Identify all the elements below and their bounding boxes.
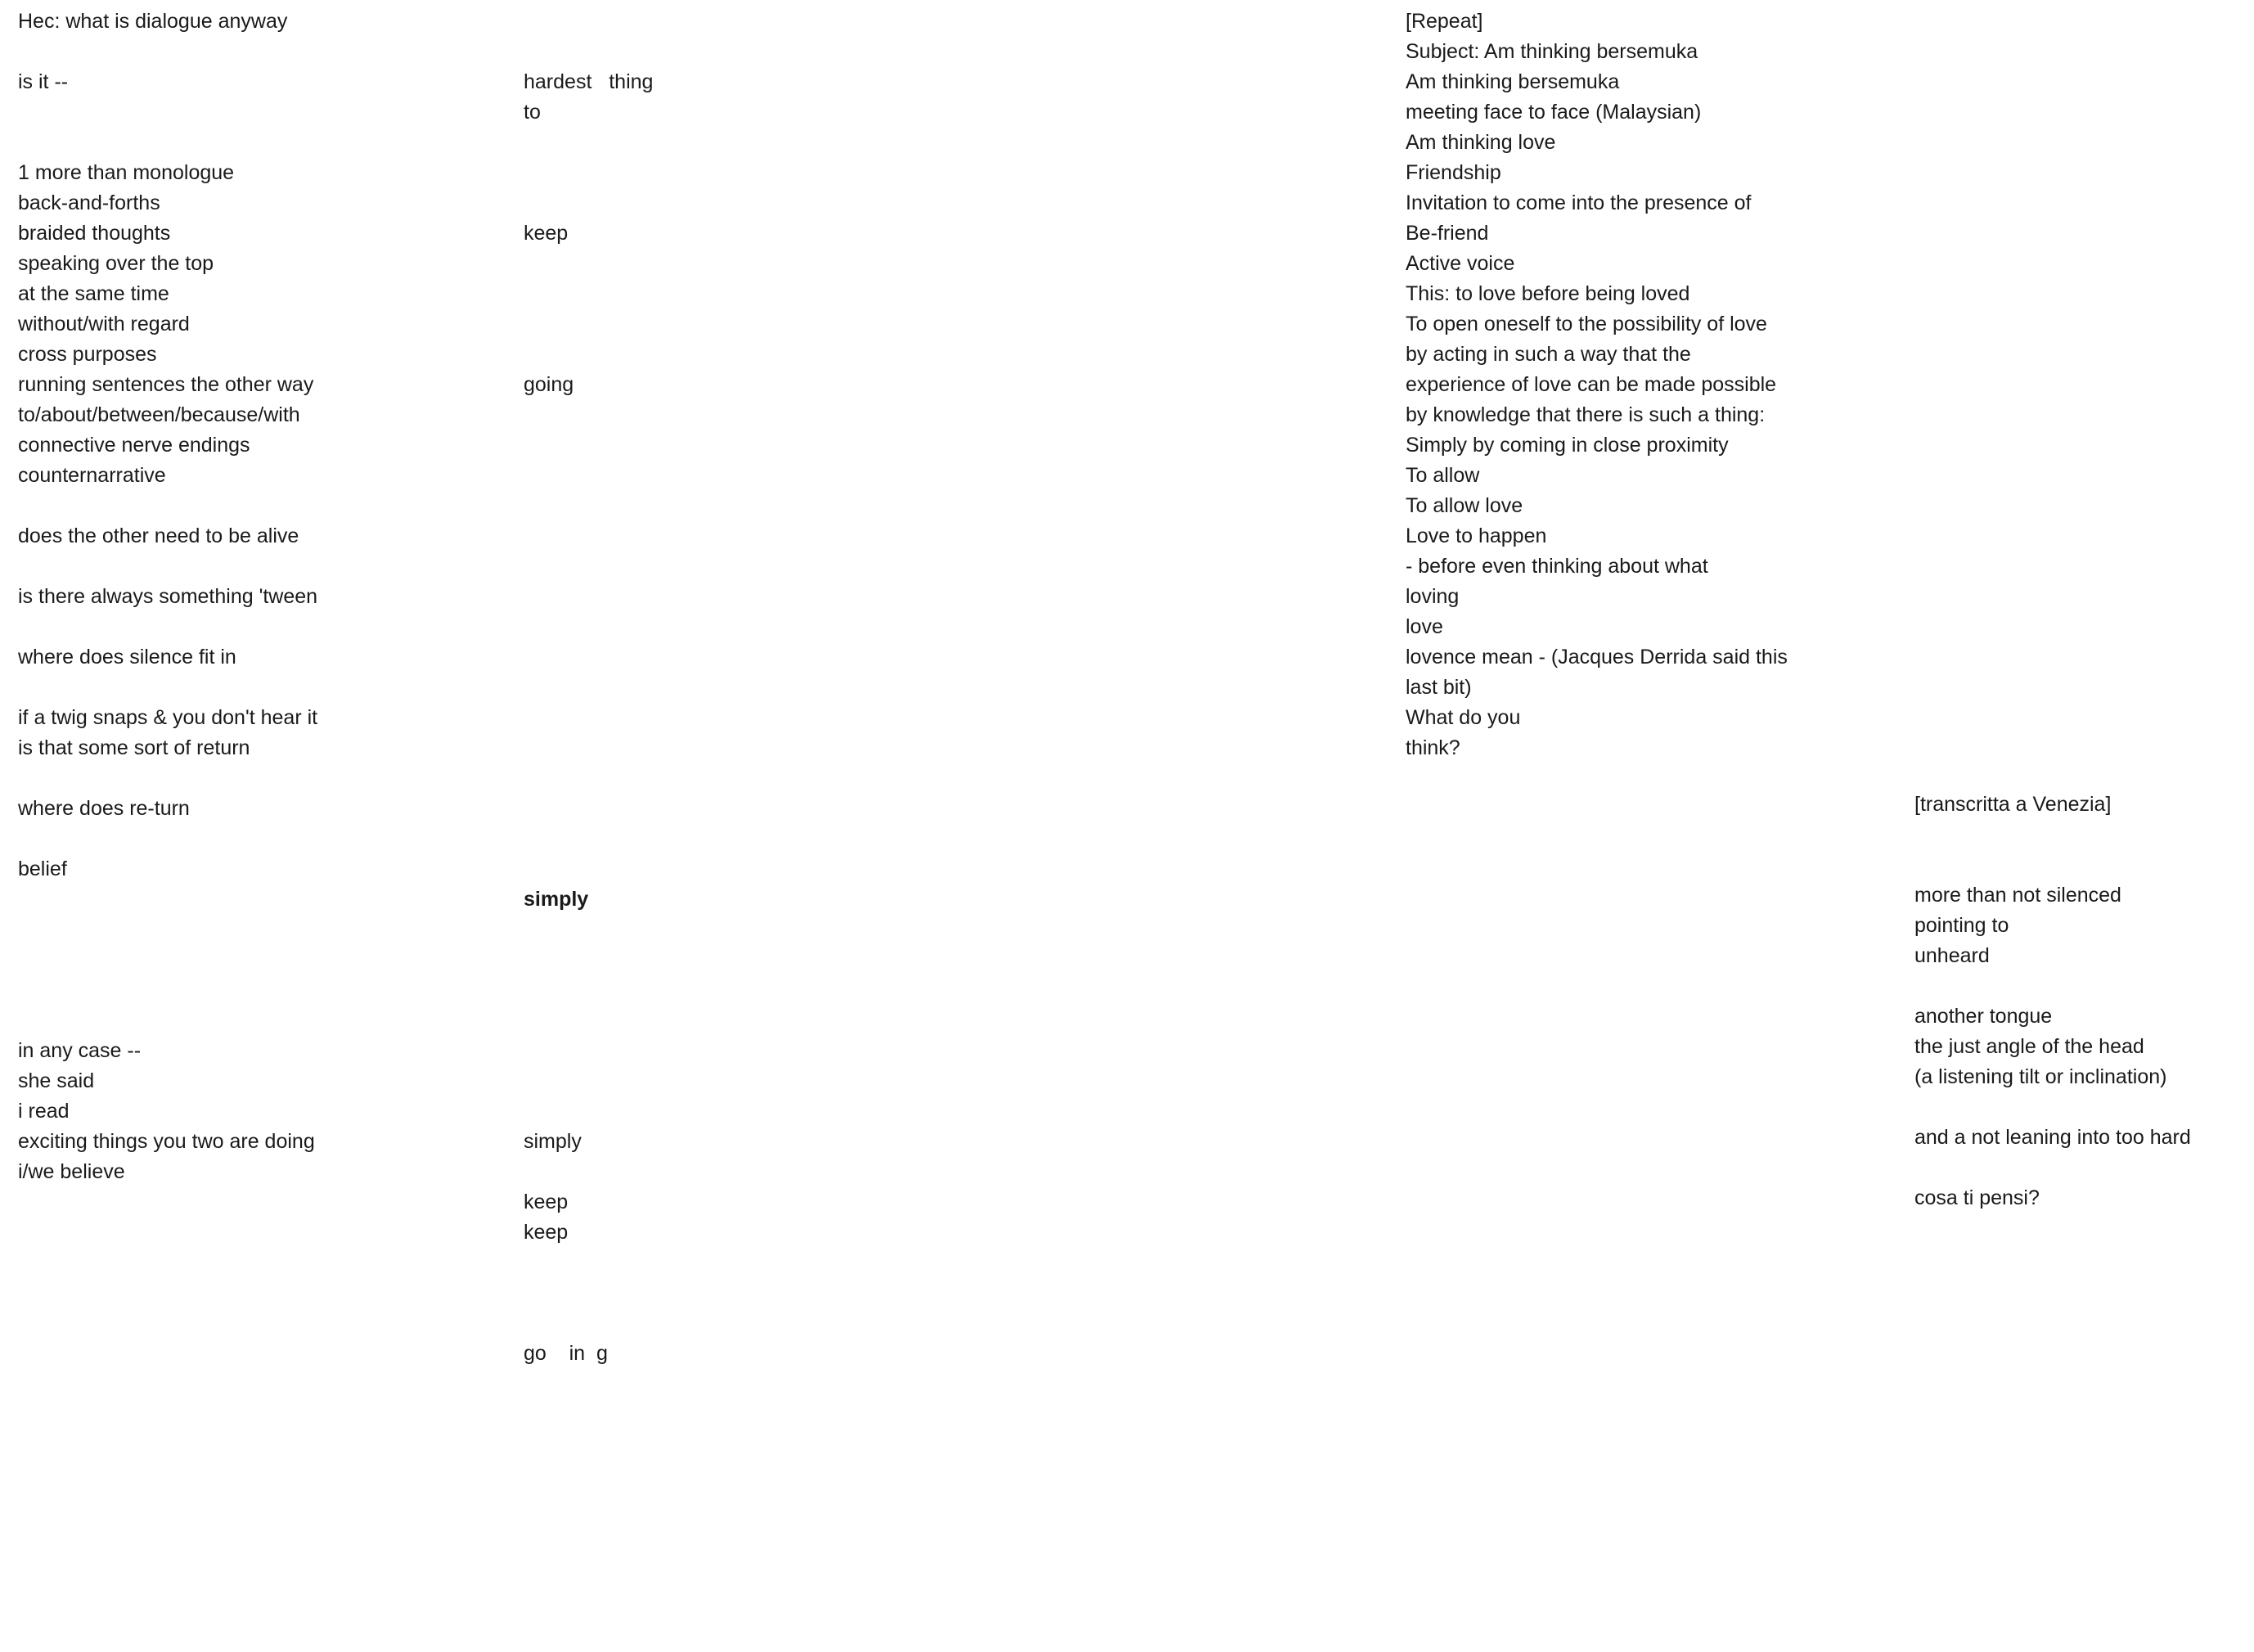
far-right-text-spacer bbox=[1914, 1153, 2242, 1183]
right-text-line: Active voice bbox=[1406, 252, 1515, 275]
left-text-spacer bbox=[18, 37, 525, 67]
right-text-line: Invitation to come into the presence of bbox=[1406, 191, 1752, 214]
left-text-line: belief bbox=[18, 858, 67, 880]
middle-text-spacer bbox=[524, 763, 769, 794]
left-text-line: she said bbox=[18, 1069, 95, 1092]
left-text-line: 1 more than monologue bbox=[18, 161, 235, 184]
far-right-text-line: and a not leaning into too hard bbox=[1914, 1126, 2191, 1149]
middle-text-line: hardest thing bbox=[524, 70, 654, 93]
right-text-line: think? bbox=[1406, 736, 1460, 759]
far-right-text-line: more than not silenced bbox=[1914, 884, 2121, 907]
middle-text-line: simply bbox=[524, 888, 589, 911]
middle-text-spacer bbox=[524, 491, 769, 521]
right-text-line: lovence mean - (Jacques Derrida said this bbox=[1406, 646, 1788, 668]
middle-text-spacer bbox=[524, 1308, 769, 1339]
middle-text-spacer bbox=[524, 249, 769, 279]
poem-column-far-right bbox=[1914, 790, 2242, 1213]
right-text-line: by knowledge that there is such a thing: bbox=[1406, 403, 1766, 426]
middle-text-spacer bbox=[524, 612, 769, 642]
middle-text-spacer bbox=[524, 703, 769, 733]
left-text-line: back-and-forths bbox=[18, 191, 160, 214]
middle-text-spacer bbox=[524, 1157, 769, 1187]
middle-text-spacer bbox=[524, 794, 769, 824]
left-text-spacer bbox=[18, 551, 525, 582]
middle-text-spacer bbox=[524, 642, 769, 673]
middle-text-spacer bbox=[524, 1278, 769, 1308]
middle-text-spacer bbox=[524, 915, 769, 945]
left-text-line: to/about/between/because/with bbox=[18, 403, 300, 426]
left-text-line: cross purposes bbox=[18, 343, 157, 366]
left-text-spacer bbox=[18, 1006, 525, 1036]
left-text-line: running sentences the other way bbox=[18, 373, 314, 396]
left-text-line: Hec: what is dialogue anyway bbox=[18, 10, 288, 33]
far-right-text-line: cosa ti pensi? bbox=[1914, 1186, 2040, 1209]
left-text-spacer bbox=[18, 945, 525, 975]
left-text-line: where does silence fit in bbox=[18, 646, 236, 668]
middle-text-spacer bbox=[524, 37, 769, 67]
far-right-text-line: [transcritta a Venezia] bbox=[1914, 793, 2112, 816]
right-text-line: - before even thinking about what bbox=[1406, 555, 1708, 578]
left-text-line: i/we believe bbox=[18, 1160, 125, 1183]
left-text-line: exciting things you two are doing bbox=[18, 1130, 315, 1153]
middle-text-spacer bbox=[524, 309, 769, 340]
far-right-text-line: unheard bbox=[1914, 944, 1990, 967]
middle-text-spacer bbox=[524, 1066, 769, 1096]
right-text-line: by acting in such a way that the bbox=[1406, 343, 1691, 366]
left-text-spacer bbox=[18, 915, 525, 945]
left-text-line: without/with regard bbox=[18, 313, 190, 335]
left-text-spacer bbox=[18, 128, 525, 158]
middle-text-spacer bbox=[524, 945, 769, 975]
middle-text-spacer bbox=[524, 279, 769, 309]
left-text-line: in any case -- bbox=[18, 1039, 142, 1062]
right-text-line: Am thinking love bbox=[1406, 131, 1556, 154]
middle-text-spacer bbox=[524, 128, 769, 158]
middle-text-spacer bbox=[524, 1248, 769, 1278]
middle-text-spacer bbox=[524, 1006, 769, 1036]
left-text-line: is that some sort of return bbox=[18, 736, 250, 759]
middle-text-spacer bbox=[524, 582, 769, 612]
far-right-text-spacer bbox=[1914, 1092, 2242, 1123]
middle-text-spacer bbox=[524, 340, 769, 370]
middle-text-line: keep bbox=[524, 222, 569, 245]
middle-text-spacer bbox=[524, 673, 769, 703]
middle-text-line: going bbox=[524, 373, 574, 396]
left-text-spacer bbox=[18, 824, 525, 854]
left-text-line: counternarrative bbox=[18, 464, 166, 487]
right-text-line: loving bbox=[1406, 585, 1460, 608]
poem-column-middle bbox=[524, 7, 769, 1369]
right-text-line: To allow bbox=[1406, 464, 1480, 487]
middle-text-spacer bbox=[524, 854, 769, 885]
far-right-text-line: the just angle of the head bbox=[1914, 1035, 2144, 1058]
left-text-spacer bbox=[18, 673, 525, 703]
middle-text-spacer bbox=[524, 551, 769, 582]
right-text-line: love bbox=[1406, 615, 1443, 638]
left-text-spacer bbox=[18, 491, 525, 521]
left-text-spacer bbox=[18, 975, 525, 1006]
right-text-line: To open oneself to the possibility of love bbox=[1406, 313, 1767, 335]
left-text-spacer bbox=[18, 97, 525, 128]
right-text-line: To allow love bbox=[1406, 494, 1523, 517]
right-text-line: last bit) bbox=[1406, 676, 1472, 699]
right-text-line: This: to love before being loved bbox=[1406, 282, 1690, 305]
middle-text-spacer bbox=[524, 824, 769, 854]
middle-text-line: go in g bbox=[524, 1342, 608, 1365]
right-text-line: Simply by coming in close proximity bbox=[1406, 434, 1729, 457]
far-right-text-spacer bbox=[1914, 850, 2242, 880]
left-text-line: at the same time bbox=[18, 282, 169, 305]
middle-text-spacer bbox=[524, 521, 769, 551]
middle-text-line: keep bbox=[524, 1221, 569, 1244]
far-right-text-spacer bbox=[1914, 971, 2242, 1002]
right-text-line: Be-friend bbox=[1406, 222, 1489, 245]
right-text-line: Love to happen bbox=[1406, 524, 1547, 547]
left-text-spacer bbox=[18, 612, 525, 642]
right-text-line: Friendship bbox=[1406, 161, 1501, 184]
middle-text-spacer bbox=[524, 7, 769, 37]
poem-column-right bbox=[1406, 7, 1864, 763]
far-right-text-line: another tongue bbox=[1914, 1005, 2053, 1028]
left-text-line: if a twig snaps & you don't hear it bbox=[18, 706, 318, 729]
middle-text-line: keep bbox=[524, 1191, 569, 1213]
left-text-line: i read bbox=[18, 1100, 70, 1123]
left-text-line: is it -- bbox=[18, 70, 69, 93]
left-text-spacer bbox=[18, 885, 525, 915]
far-right-text-spacer bbox=[1914, 820, 2242, 850]
left-text-spacer bbox=[18, 763, 525, 794]
left-text-line: braided thoughts bbox=[18, 222, 171, 245]
middle-text-spacer bbox=[524, 461, 769, 491]
left-text-line: where does re-turn bbox=[18, 797, 190, 820]
poem-column-left bbox=[18, 7, 525, 1187]
middle-text-spacer bbox=[524, 158, 769, 188]
middle-text-spacer bbox=[524, 430, 769, 461]
right-text-line: What do you bbox=[1406, 706, 1521, 729]
middle-text-line: simply bbox=[524, 1130, 582, 1153]
right-text-line: [Repeat] bbox=[1406, 10, 1483, 33]
left-text-line: is there always something 'tween bbox=[18, 585, 318, 608]
middle-text-spacer bbox=[524, 975, 769, 1006]
middle-text-spacer bbox=[524, 188, 769, 218]
right-text-line: Am thinking bersemuka bbox=[1406, 70, 1620, 93]
middle-text-spacer bbox=[524, 1036, 769, 1066]
far-right-text-line: (a listening tilt or inclination) bbox=[1914, 1065, 2167, 1088]
right-text-line: Subject: Am thinking bersemuka bbox=[1406, 40, 1698, 63]
far-right-text-line: pointing to bbox=[1914, 914, 2009, 937]
right-text-line: meeting face to face (Malaysian) bbox=[1406, 101, 1702, 124]
left-text-line: speaking over the top bbox=[18, 252, 214, 275]
middle-text-line: to bbox=[524, 101, 541, 124]
left-text-line: connective nerve endings bbox=[18, 434, 250, 457]
middle-text-spacer bbox=[524, 1096, 769, 1127]
middle-text-spacer bbox=[524, 733, 769, 763]
left-text-line: does the other need to be alive bbox=[18, 524, 299, 547]
middle-text-spacer bbox=[524, 400, 769, 430]
right-text-line: experience of love can be made possible bbox=[1406, 373, 1777, 396]
